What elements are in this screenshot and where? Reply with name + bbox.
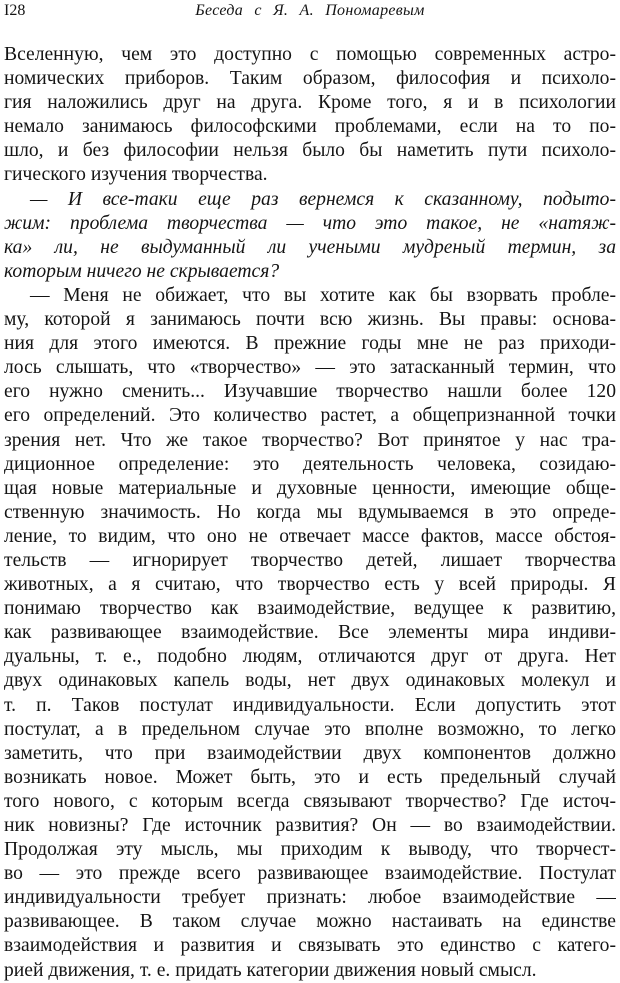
text-line: — Меня не обижает, что вы хотите как бы взорвать пробле- — [30, 284, 616, 306]
text-line: которым ничего не скрывается? — [4, 260, 280, 282]
text-line: гия наложились друг на друга. Кроме того, я и в психологии — [4, 92, 616, 114]
text-line: ственную значимость. Но когда мы вдумываемся в это опреде- — [4, 501, 616, 523]
text-line: постулат, а в предельном случае это вполне возможно, то легко — [4, 718, 616, 740]
text-line: т. п. Таков постулат индивидуальности. Если допустить этот — [4, 694, 616, 716]
text-line: индивидуальности требует признать: любое взаимодействие — — [4, 887, 616, 909]
text-line: понимаю творчество как взаимодействие, ведущее к развитию, — [4, 598, 616, 620]
text-line: дуальны, т. е., подобно людям, отличаются друг от друга. Нет — [4, 646, 616, 668]
text-line: как развивающее взаимодействие. Все элементы мира индиви- — [4, 622, 616, 644]
text-line: его нужно сменить... Изучавшие творчество нашли более 120 — [4, 381, 616, 403]
text-line: жим: проблема творчества — что это такое, не «натяж- — [4, 212, 616, 234]
text-line: номических приборов. Таким образом, философия и психоло- — [4, 68, 616, 90]
text-line: развивающее. В таком случае можно настаивать на единстве — [4, 911, 616, 933]
text-line: ния для этого имеются. В прежние годы мне не раз приходи- — [4, 333, 616, 355]
running-title: Беседа с Я. А. Пономаревым — [195, 2, 425, 19]
text-line: ление, то видим, что оно не отвечает массе фактов, массе обстоя- — [4, 525, 616, 547]
text-line: во — это прежде всего развивающее взаимодействие. Постулат — [4, 863, 616, 885]
text-line: щая новые материальные и духовные ценности, имеющие обще- — [4, 477, 616, 499]
text-line: шло, и без философии нельзя было бы наметить пути психоло- — [4, 140, 616, 162]
text-line: Продолжая эту мысль, мы приходим к выводу, что творчест- — [4, 839, 616, 861]
text-line: зрения нет. Что же такое творчество? Вот принятое у нас тра- — [4, 429, 616, 451]
body-text — [4, 43, 616, 983]
text-line: ник новизны? Где источник развития? Он — во взаимодействии. — [4, 815, 616, 836]
text-line: ка» ли, не выдуманный ли учеными мудреный термин, за — [4, 236, 616, 258]
text-line: животных, а я считаю, что творчество есть у всей природы. Я — [4, 574, 616, 596]
interview-question — [4, 188, 616, 284]
text-line: му, которой я занимаюсь почти всю жизнь. Вы правы: основа- — [4, 309, 616, 331]
text-line: возникать новое. Может быть, это и есть предельный случай — [4, 766, 616, 788]
text-line: лось слышать, что «творчество» — это затасканный термин, что — [4, 357, 616, 379]
text-line: Вселенную, чем это доступно с помощью современных астро- — [4, 44, 616, 65]
text-line: его определений. Это количество растет, а общепризнанной точки — [4, 405, 616, 427]
text-line: того нового, с которым всегда связывают творчество? Где источ- — [4, 790, 616, 812]
text-line: рией движения, т. е. придать категории движения новый смысл. — [4, 959, 537, 981]
text-line: тельств — игнорирует творчество детей, лишает творчества — [4, 549, 616, 571]
text-line: — И все-таки еще раз вернемся к сказанному, подыто- — [30, 188, 616, 210]
text-line: немало занимаюсь философскими проблемами, если на то по- — [4, 116, 616, 138]
text-line: диционное определение: это деятельность человека, созидаю- — [4, 453, 616, 475]
text-line: гического изучения творчества. — [4, 164, 268, 186]
paragraph — [4, 284, 616, 983]
text-line: двух одинаковых капель воды, нет двух одинаковых молекул и — [4, 670, 616, 692]
page-number: I28 — [4, 2, 26, 19]
text-line: заметить, что при взаимодействии двух компонентов должно — [4, 742, 616, 764]
text-line: взаимодействия и развития и связывать это единство с катего- — [4, 935, 616, 957]
paragraph — [4, 43, 616, 188]
running-header — [4, 0, 616, 24]
